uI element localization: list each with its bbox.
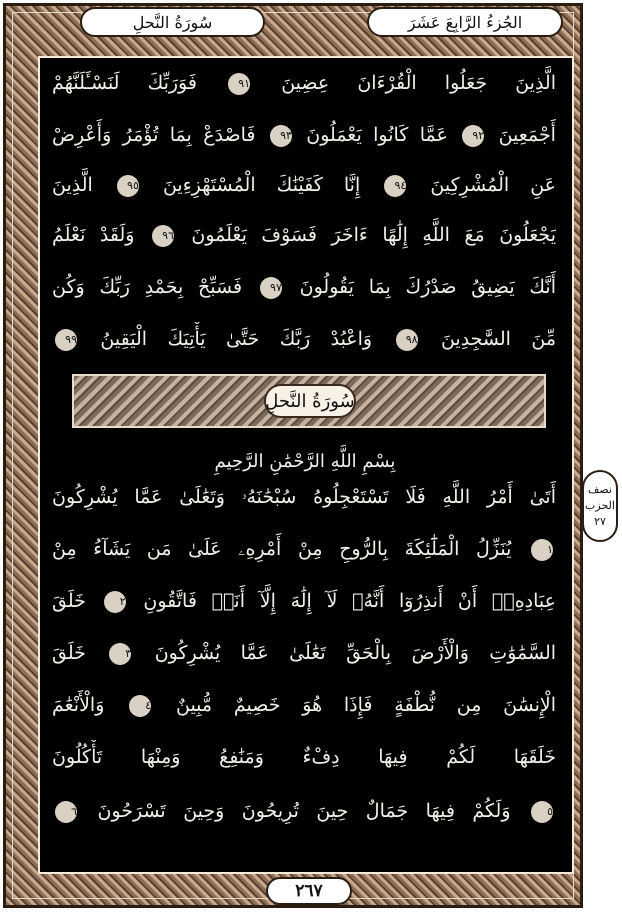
verse-line <box>52 636 556 670</box>
verse-text: فَاصْدَعْ بِمَا تُؤْمَرُ وَأَعْرِضْ <box>52 124 256 146</box>
verse-line <box>52 218 556 252</box>
hizb-marker-number: ٢٧ <box>594 515 606 528</box>
ayah-number-marker: ٩١ <box>228 73 250 95</box>
verse-line <box>52 168 556 202</box>
verse-text: خَلَقَهَا لَكُمْ فِيهَا دِفْءٌ وَمَنَٰفِعُ وَمِنْهَا تَأْكُلُونَ <box>52 746 556 768</box>
verse-text: السَّمَٰوَٰتِ وَالْأَرْضَ بِالْحَقِّ تَعَٰلَىٰ عَمَّا يُشْرِكُونَ <box>154 642 556 664</box>
verse-line <box>52 118 556 152</box>
ayah-number-marker: ٦ <box>55 801 77 823</box>
ayah-number-marker: ٥ <box>531 801 553 823</box>
verse-line <box>52 584 556 618</box>
ayah-number-marker: ٩٦ <box>152 225 174 247</box>
hizb-marker-top: نصف <box>588 483 612 496</box>
verse-text: يَجْعَلُونَ مَعَ اللَّهِ إِلَٰهًا ءَاخَرَ فَسَوْفَ يَعْلَمُونَ <box>191 224 556 246</box>
juz-label: الجُزءُ الرَّابِعَ عَشَرَ <box>367 7 563 37</box>
verse-text: أَتَىٰ أَمْرُ اللَّهِ فَلَا تَسْتَعْجِلُوهُ سُبْحَٰنَهُۥ وَتَعَٰلَىٰ عَمَّا يُشْرِكُونَ <box>52 486 556 508</box>
ayah-number-marker: ٩٩ <box>55 329 77 351</box>
verse-text: يُنَزِّلُ الْمَلَٰٓئِكَةَ بِالرُّوحِ مِنْ أَمْرِهِۦ عَلَىٰ مَن يَشَآءُ مِنْ <box>52 538 512 560</box>
verse-text: خَلَقَ <box>52 590 86 612</box>
hizb-marker-label: الحزب <box>585 499 615 512</box>
verse-text: فَوَرَبِّكَ لَنَسْـَٔلَنَّهُمْ <box>52 72 197 94</box>
verse-text: إِنَّا كَفَيْنَٰكَ الْمُسْتَهْزِءِينَ <box>162 174 361 196</box>
verse-text: وَالْأَنْعَٰمَ <box>52 694 105 716</box>
verse-line <box>52 480 556 514</box>
verse-line <box>52 66 556 100</box>
verse-text: الَّذِينَ جَعَلُوا الْقُرْءَانَ عِضِينَ <box>281 72 556 94</box>
ayah-number-marker: ٤ <box>129 695 151 717</box>
verse-text: عِبَادِهِۦٓ أَنْ أَنذِرُوٓا أَنَّهُۥ لَآ إِلَٰهَ إِلَّآ أَنَا۠ فَاتَّقُونِ <box>143 590 556 612</box>
verse-text: خَلَقَ <box>52 642 86 664</box>
verse-text: وَلَكُمْ فِيهَا جَمَالٌ حِينَ تُرِيحُونَ وَحِينَ تَسْرَحُونَ <box>97 800 511 822</box>
ayah-number-marker: ٣ <box>109 643 131 665</box>
verse-text: فَسَبِّحْ بِحَمْدِ رَبِّكَ وَكُن <box>52 276 243 298</box>
surah-banner-title: سُورَةُ النَّحلِ <box>264 384 356 418</box>
verse-text: أَنَّكَ يَضِيقُ صَدْرُكَ بِمَا يَقُولُونَ <box>299 276 556 298</box>
verse-text: الَّذِينَ <box>52 174 93 196</box>
ayah-number-marker: ٩٥ <box>117 175 139 197</box>
ayah-number-marker: ٢ <box>104 591 126 613</box>
ayah-number-marker: ٩٢ <box>462 125 484 147</box>
verse-text: وَلَقَدْ نَعْلَمُ <box>52 224 135 246</box>
ayah-number-marker: ٩٤ <box>384 175 406 197</box>
verse-line <box>52 794 556 828</box>
verse-text: مِّنَ السَّٰجِدِينَ <box>440 328 556 350</box>
hizb-marker <box>582 470 618 542</box>
verse-line <box>52 532 556 566</box>
verse-text: عَمَّا كَانُوا يَعْمَلُونَ <box>306 124 448 146</box>
verse-line <box>52 740 556 774</box>
verse-line <box>52 322 556 356</box>
verse-text: الْإِنسَٰنَ مِن نُّطْفَةٍ فَإِذَا هُوَ خَصِيمٌ مُّبِينٌ <box>175 694 556 716</box>
ayah-number-marker: ١ <box>531 539 553 561</box>
ayah-number-marker: ٩٣ <box>270 125 292 147</box>
verse-text: أَجْمَعِينَ <box>498 124 556 146</box>
surah-name-label: سُورَةُ النَّحلِ <box>80 7 265 37</box>
verse-text: عَنِ الْمُشْرِكِينَ <box>430 174 556 196</box>
ayah-number-marker: ٩٨ <box>396 329 418 351</box>
surah-banner <box>72 374 546 428</box>
ayah-number-marker: ٩٧ <box>260 277 282 299</box>
verse-line <box>52 688 556 722</box>
basmala: بِسْمِ اللَّهِ الرَّحْمَٰنِ الرَّحِيمِ <box>214 451 396 472</box>
verse-line <box>52 270 556 304</box>
page-number: ٢٦٧ <box>266 877 352 905</box>
verse-text: وَاعْبُدْ رَبَّكَ حَتَّىٰ يَأْتِيَكَ الْيَقِينُ <box>100 328 373 350</box>
